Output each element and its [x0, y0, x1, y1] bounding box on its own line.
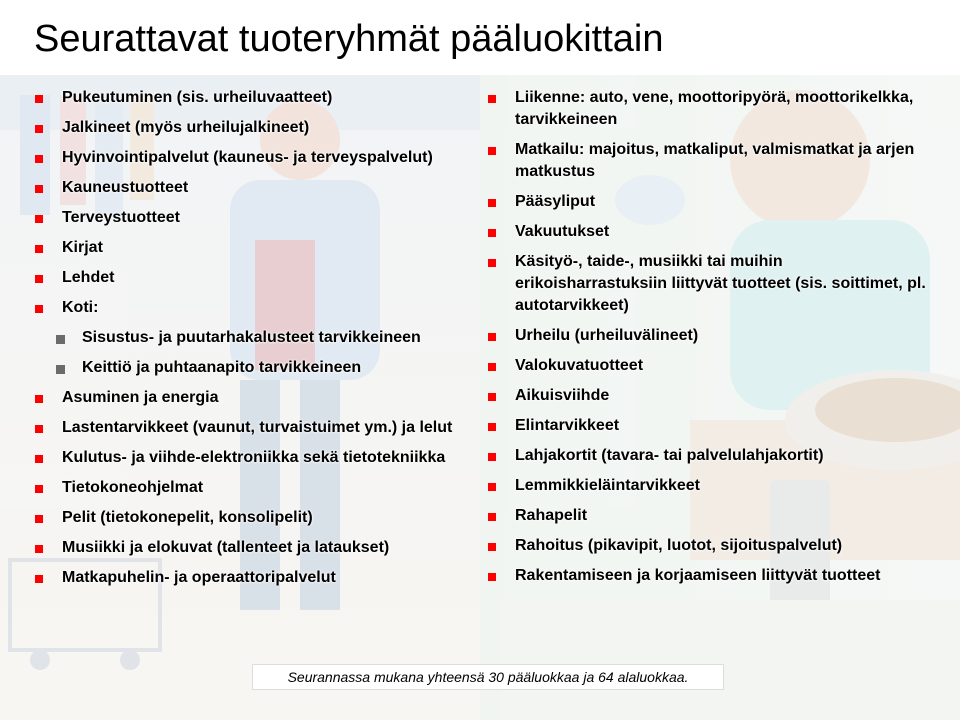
category-item: Asuminen ja energia	[34, 387, 484, 417]
category-item: Urheilu (urheiluvälineet)	[487, 325, 927, 347]
left-category-list	[34, 87, 484, 597]
category-item: Kirjat	[34, 237, 484, 267]
slide-title: Seurattavat tuoteryhmät pääluokittain	[34, 18, 664, 60]
category-item: Rakentamiseen ja korjaamiseen liittyvät tuotteet	[487, 565, 927, 587]
category-item: Elintarvikkeet	[487, 415, 927, 437]
category-item: Hyvinvointipalvelut (kauneus- ja terveyspalvelut)	[34, 147, 484, 177]
category-item: Lemmikkieläintarvikkeet	[487, 475, 927, 497]
category-item: Matkailu: majoitus, matkaliput, valmismatkat ja arjen matkustus	[487, 139, 927, 183]
footer-note: Seurannassa mukana yhteensä 30 pääluokkaa ja 64 alaluokkaa.	[252, 664, 724, 690]
category-item: Terveystuotteet	[34, 207, 484, 237]
category-item: Valokuvatuotteet	[487, 355, 927, 377]
category-item: Aikuisviihde	[487, 385, 927, 407]
category-item: Rahapelit	[487, 505, 927, 527]
category-item: Matkapuhelin- ja operaattoripalvelut	[34, 567, 484, 597]
category-item: Kulutus- ja viihde-elektroniikka sekä tietotekniikka	[34, 447, 484, 477]
sub-category-item: Sisustus- ja puutarhakalusteet tarvikkeineen	[34, 327, 484, 357]
category-item: Koti:	[34, 297, 484, 327]
category-item: Lahjakortit (tavara- tai palvelulahjakortit)	[487, 445, 927, 467]
category-item: Kauneustuotteet	[34, 177, 484, 207]
category-item: Käsityö-, taide-, musiikki tai muihin erikoisharrastuksiin liittyvät tuotteet (sis. soittimet, pl. autotarvikkeet)	[487, 251, 927, 317]
category-item: Lehdet	[34, 267, 484, 297]
category-item: Pelit (tietokonepelit, konsolipelit)	[34, 507, 484, 537]
category-item: Lastentarvikkeet (vaunut, turvaistuimet ym.) ja lelut	[34, 417, 484, 447]
category-item: Liikenne: auto, vene, moottoripyörä, moottorikelkka, tarvikkeineen	[487, 87, 927, 131]
right-category-list	[487, 87, 927, 595]
category-item: Jalkineet (myös urheilujalkineet)	[34, 117, 484, 147]
category-item: Tietokoneohjelmat	[34, 477, 484, 507]
category-item: Musiikki ja elokuvat (tallenteet ja lataukset)	[34, 537, 484, 567]
category-item: Pukeutuminen (sis. urheiluvaatteet)	[34, 87, 484, 117]
sub-category-item: Keittiö ja puhtaanapito tarvikkeineen	[34, 357, 484, 387]
category-item: Pääsyliput	[487, 191, 927, 213]
category-item: Rahoitus (pikavipit, luotot, sijoituspalvelut)	[487, 535, 927, 557]
category-item: Vakuutukset	[487, 221, 927, 243]
